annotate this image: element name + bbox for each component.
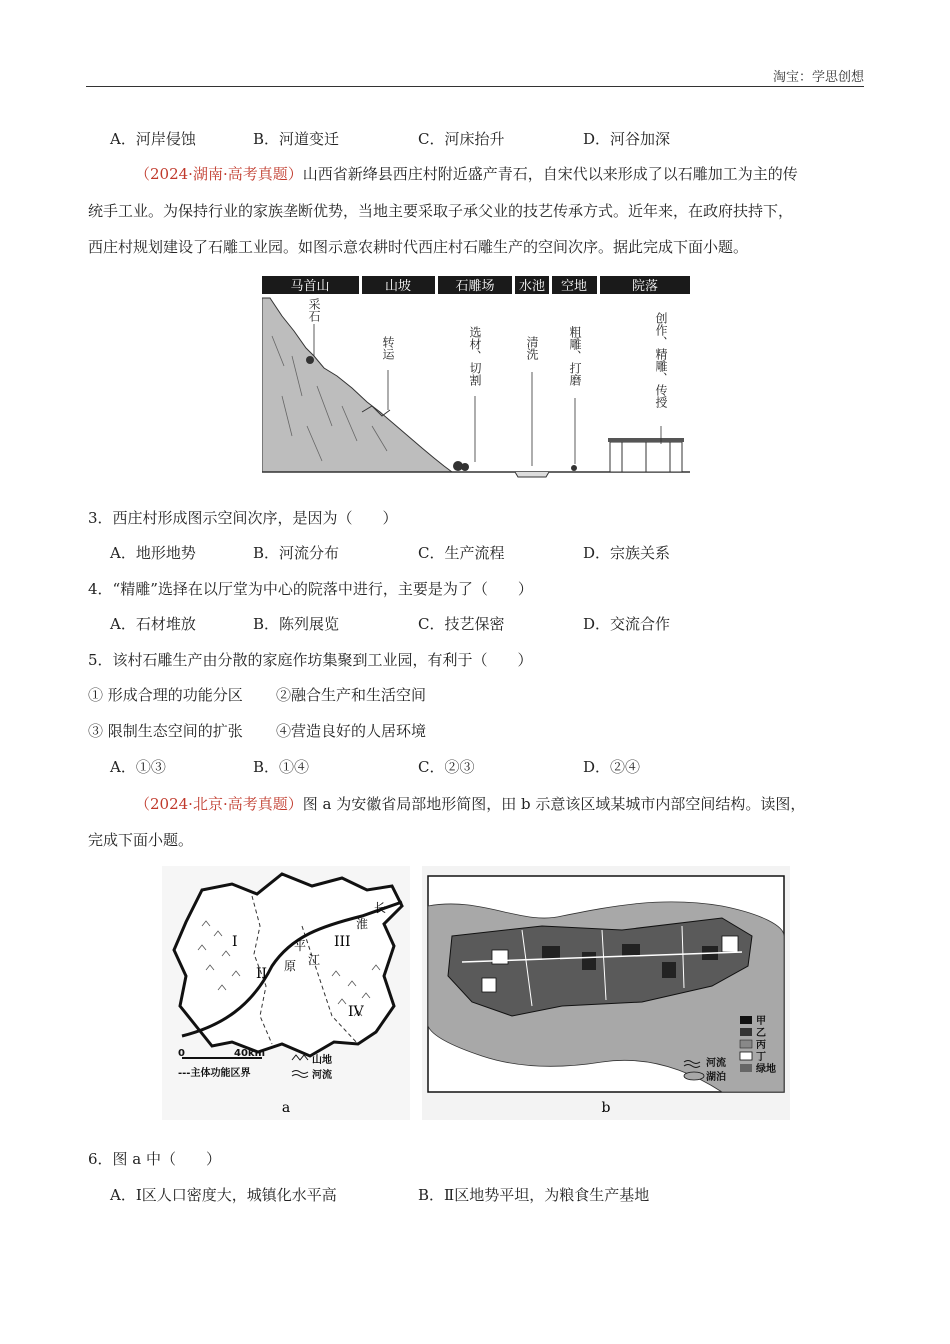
q3-option-d: D．宗族关系 bbox=[583, 544, 671, 562]
mountain-slope bbox=[262, 298, 452, 472]
label-transport: 转运 bbox=[381, 336, 395, 360]
legend-jia: 甲 bbox=[756, 1016, 766, 1027]
legend-bing: 丙 bbox=[756, 1040, 766, 1051]
legend-yi-swatch bbox=[740, 1028, 752, 1036]
band-label-2: 山坡 bbox=[384, 279, 412, 294]
q2-option-a: A．河岸侵蚀 bbox=[110, 130, 196, 148]
region-label-3: III bbox=[334, 934, 351, 950]
q4-option-b: B．陈列展览 bbox=[253, 615, 340, 633]
scale-end: 40km bbox=[234, 1048, 265, 1059]
q6-stem: 6．图 a 中（ ） bbox=[88, 1150, 222, 1168]
shrub bbox=[571, 465, 577, 471]
legend-jia-swatch bbox=[740, 1016, 752, 1024]
legend-boundary: ---主体功能区界 bbox=[178, 1068, 251, 1079]
header-rule bbox=[86, 86, 864, 87]
pool-shape bbox=[515, 472, 549, 477]
figure2-map-b bbox=[422, 866, 790, 1124]
q2-option-d: D．河谷加深 bbox=[583, 130, 671, 148]
region-label-2: II bbox=[256, 966, 268, 982]
passage2-source: （2024·北京·高考真题） bbox=[135, 795, 303, 813]
label-washing: 清洗 bbox=[525, 336, 539, 360]
passage1-line1 bbox=[135, 163, 798, 184]
place-label-chang: 长 bbox=[374, 901, 387, 915]
place-label-ping: 平 bbox=[294, 939, 307, 953]
legend-ding-swatch bbox=[740, 1052, 752, 1060]
label-create-teach: 创作、精雕、传授 bbox=[654, 312, 668, 408]
q3-stem: 3．西庄村形成图示空间次序，是因为（ ） bbox=[88, 509, 398, 527]
passage2-line1-text: 图 a 为安徽省局部地形简图，田 b 示意该区域某城市内部空间结构。读图， bbox=[302, 795, 806, 813]
shrub bbox=[461, 463, 469, 471]
caption-b: b bbox=[601, 1100, 611, 1116]
shrub bbox=[306, 356, 314, 364]
header-text: 淘宝：学思创想 bbox=[772, 70, 864, 85]
band-label-4: 水池 bbox=[518, 279, 546, 294]
q5-option-a: A．①③ bbox=[110, 758, 166, 776]
q5-option-b: B．①④ bbox=[253, 758, 310, 776]
legend-lake-symbol bbox=[684, 1072, 704, 1080]
q5-stem: 5．该村石雕生产由分散的家庭作坊集聚到工业园，有利于（ ） bbox=[88, 651, 533, 669]
legend-yi: 乙 bbox=[756, 1028, 766, 1039]
q4-option-a: A．石材堆放 bbox=[110, 615, 196, 633]
scale-start: 0 bbox=[178, 1048, 185, 1059]
q5-option-d: D．②④ bbox=[583, 758, 641, 776]
q3-option-c: C．生产流程 bbox=[418, 544, 505, 562]
q4-option-c: C．技艺保密 bbox=[418, 615, 505, 633]
band-label-3: 石雕场 bbox=[455, 279, 495, 294]
q2-option-c: C．河床抬升 bbox=[418, 130, 505, 148]
band-label-5: 空地 bbox=[560, 279, 588, 294]
band-label-1: 马首山 bbox=[290, 279, 330, 294]
band-label-6: 院落 bbox=[631, 279, 659, 294]
legend-green-swatch bbox=[740, 1064, 752, 1072]
place-label-huai: 淮 bbox=[356, 917, 369, 931]
legend-ding: 丁 bbox=[756, 1052, 766, 1063]
figure1-stone-carving-profile bbox=[262, 276, 690, 484]
q3-option-b: B．河流分布 bbox=[253, 544, 340, 562]
q6-option-b: B．Ⅱ区地势平坦，为粮食生产基地 bbox=[418, 1186, 650, 1204]
q5-item-4: ④营造良好的人居环境 bbox=[276, 722, 427, 740]
q6-option-a: A．Ⅰ区人口密度大，城镇化水平高 bbox=[110, 1186, 337, 1204]
q4-stem: 4．“精雕”选择在以厅堂为中心的院落中进行，主要是为了（ ） bbox=[88, 580, 533, 598]
label-select-cut: 选材、切割 bbox=[468, 326, 482, 386]
legend-lake: 湖泊 bbox=[706, 1072, 726, 1083]
caption-a: a bbox=[281, 1100, 291, 1116]
legend-mountain: 山地 bbox=[312, 1055, 332, 1066]
q3-option-a: A．地形地势 bbox=[110, 544, 196, 562]
figure2-map-a bbox=[162, 866, 410, 1124]
place-label-jiang: 江 bbox=[308, 953, 321, 967]
place-label-yuan: 原 bbox=[284, 959, 297, 973]
q5-item-2: ②融合生产和生活空间 bbox=[276, 686, 427, 704]
legend-green: 绿地 bbox=[756, 1064, 776, 1075]
legend-bing-swatch bbox=[740, 1040, 752, 1048]
region-label-4: IV bbox=[348, 1004, 364, 1020]
q2-option-b: B．河道变迁 bbox=[253, 130, 340, 148]
q5-item-1: ① 形成合理的功能分区 bbox=[88, 686, 243, 704]
legend-river: 河流 bbox=[312, 1070, 332, 1081]
passage2-line2: 完成下面小题。 bbox=[88, 831, 194, 849]
passage1-source: （2024·湖南·高考真题） bbox=[135, 165, 303, 183]
region-label-1: I bbox=[232, 934, 238, 950]
label-quarrying: 采石 bbox=[307, 298, 321, 322]
passage1-line1-text: 山西省新绛县西庄村附近盛产青石，自宋代以来形成了以石雕加工为主的传 bbox=[302, 165, 798, 183]
passage2-line1 bbox=[135, 793, 805, 814]
building-roof bbox=[608, 438, 684, 442]
q4-option-d: D．交流合作 bbox=[583, 615, 671, 633]
q5-option-c: C．②③ bbox=[418, 758, 475, 776]
label-rough-carve: 粗雕、打磨 bbox=[568, 326, 582, 386]
passage1-line3: 西庄村规划建设了石雕工业园。如图示意农耕时代西庄村石雕生产的空间次序。据此完成下面小题。 bbox=[88, 238, 749, 256]
passage1-line2: 统手工业。为保持行业的家族垄断优势，当地主要采取子承父业的技艺传承方式。近年来，在政府扶持下， bbox=[88, 202, 794, 220]
legend-river-b: 河流 bbox=[706, 1058, 726, 1069]
q5-item-3: ③ 限制生态空间的扩张 bbox=[88, 722, 243, 740]
